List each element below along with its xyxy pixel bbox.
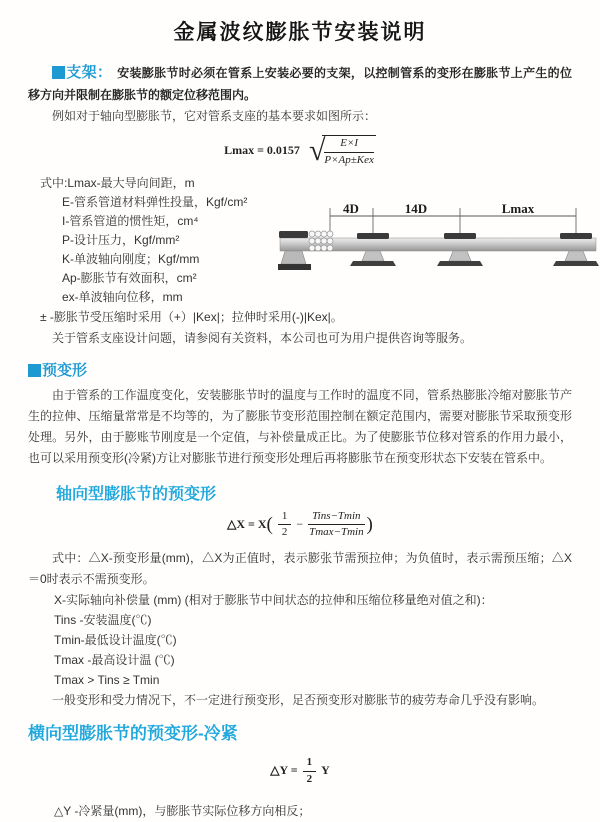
- support-diagram: [278, 202, 600, 298]
- fraction-numerator: 1: [278, 510, 292, 526]
- dim-label-lmax: Lmax: [501, 201, 535, 216]
- lateral-note: △Y -冷紧量(mm)，与膨胀节实际位移方向相反；: [54, 803, 311, 818]
- preform-body-text: 由于管系的工作温度变化，安装膨胀节时的温度与工作时的温度不同，管系热膨胀冷缩对膨胀节产生的拉伸、压缩量常常是不均等的，为了膨胀节变形范围控制在额定范围内，需要对膨胀节采取预变形处理。另外，由于膨账节刚度是一个定值，与补偿量成正比。为了使膨胀节位移对管系的作用力最小，也可以采用预变形(冷紧)方让对膨胀节进行预变形处理后再将膨胀节在预变形状态下安装在管系中。: [28, 387, 572, 465]
- axial-note: 一般变形和受力情况下，不一定进行预变形，足否预变形对膨胀节的疲劳寿命几乎没有影响。: [52, 693, 545, 707]
- half-fraction: [278, 510, 292, 541]
- lmax-formula-denominator: P×Ap±Kex: [324, 153, 374, 166]
- open-paren: (: [266, 513, 273, 535]
- half-fraction: [303, 756, 317, 787]
- fraction-denominator: 2: [306, 772, 313, 785]
- axial-formula-lhs: △X = X: [227, 516, 267, 531]
- definition-line: I-管系管道的惯性矩，cm⁴: [62, 213, 199, 228]
- variable-line: Tmax > Tins ≥ Tmin: [54, 673, 160, 687]
- bellows-icon: [309, 231, 333, 251]
- dim-label-14d: 14D: [404, 201, 428, 216]
- variable-line: X-实际轴向补偿量 (mm) (相对于膨胀节中间状态的拉伸和压缩位移量绝对值之和)：: [54, 593, 493, 607]
- plus-minus-note: ± -膨胀节受压缩时采用（+）|Kex|；拉伸时采用(-)|Kex|。: [40, 309, 343, 324]
- variable-line: Tmin-最低设计温度(℃): [54, 633, 177, 647]
- lmax-formula: [28, 135, 572, 168]
- support-intro-text: 安装膨胀节时必须在管系上安装必要的支架，以控制管系的变形在膨胀节上产生的位移方向并限制在膨胀节的额定位移范围内。: [28, 66, 572, 102]
- temperature-fraction: [308, 510, 364, 541]
- lateral-preform-heading: 横向型膨胀节的预变形-冷紧: [28, 724, 238, 743]
- sqrt-radicand: [322, 135, 376, 168]
- variable-line: Tmax -最高设计温 (℃): [54, 653, 175, 667]
- definition-line: P-设计压力，Kgf/mm²: [62, 232, 180, 247]
- fraction-numerator: Tins−Tmin: [308, 510, 364, 526]
- dim-label-4d: 4D: [343, 201, 359, 216]
- lateral-formula-rhs: Y: [321, 763, 330, 777]
- fraction-denominator: Tmax−Tmin: [309, 526, 364, 539]
- sqrt-radical-icon: √: [308, 134, 326, 168]
- lmax-formula-numerator: E×I: [324, 137, 374, 153]
- definition-line: K-单波轴向刚度；Kgf/mm: [62, 251, 200, 266]
- page-title: 金属波纹膨胀节安装说明: [173, 21, 427, 44]
- fraction-numerator: 1: [303, 756, 317, 772]
- symbol-definitions: [40, 174, 278, 307]
- axial-formula-explain: 式中：△X-预变形量(mm)，△X为正值时，表示膨张节需预拉伸；为负值时，表示需预压缩；△X＝0时表示不需预变形。: [28, 551, 572, 586]
- minus-sign: −: [296, 516, 304, 531]
- section-marker-icon: [52, 66, 65, 79]
- support-example-text: 例如对于轴向型膨胀节，它对管系支座的基本要求如图所示：: [52, 109, 377, 123]
- definition-line: ex-单波轴向位移，mm: [62, 289, 183, 304]
- lmax-formula-lhs: Lmax = 0.0157: [224, 143, 300, 157]
- close-paren: ): [366, 513, 373, 535]
- axial-variable-list: [54, 590, 572, 690]
- axial-preform-formula: [28, 510, 572, 541]
- pipe-support-diagram: [278, 202, 600, 298]
- lateral-formula-lhs: △Y =: [270, 763, 298, 777]
- section-marker-icon: [28, 364, 41, 377]
- consult-note: 关于管系支座设计问题，请参阅有关资料，本公司也可为用户提供咨询等服务。: [52, 330, 473, 345]
- definitions-and-diagram: [28, 174, 572, 307]
- support-section-lead: [28, 62, 572, 106]
- definition-line: Ap-膨胀节有效面积，cm²: [62, 270, 197, 285]
- definition-line: 式中:Lmax-最大导向间距，m: [40, 175, 195, 190]
- lateral-preform-formula: [28, 756, 572, 787]
- support-section-heading: 支架：: [66, 64, 113, 81]
- axial-preform-heading: 轴向型膨胀节的预变形: [56, 485, 217, 503]
- fraction-denominator: 2: [281, 526, 288, 539]
- definition-line: E-管系管道材料弹性投量，Kgf/cm²: [62, 194, 248, 209]
- preform-section-head: [28, 361, 572, 381]
- variable-line: Tins -安装温度(℃): [54, 613, 152, 627]
- preform-section-heading: 预变形: [42, 361, 88, 379]
